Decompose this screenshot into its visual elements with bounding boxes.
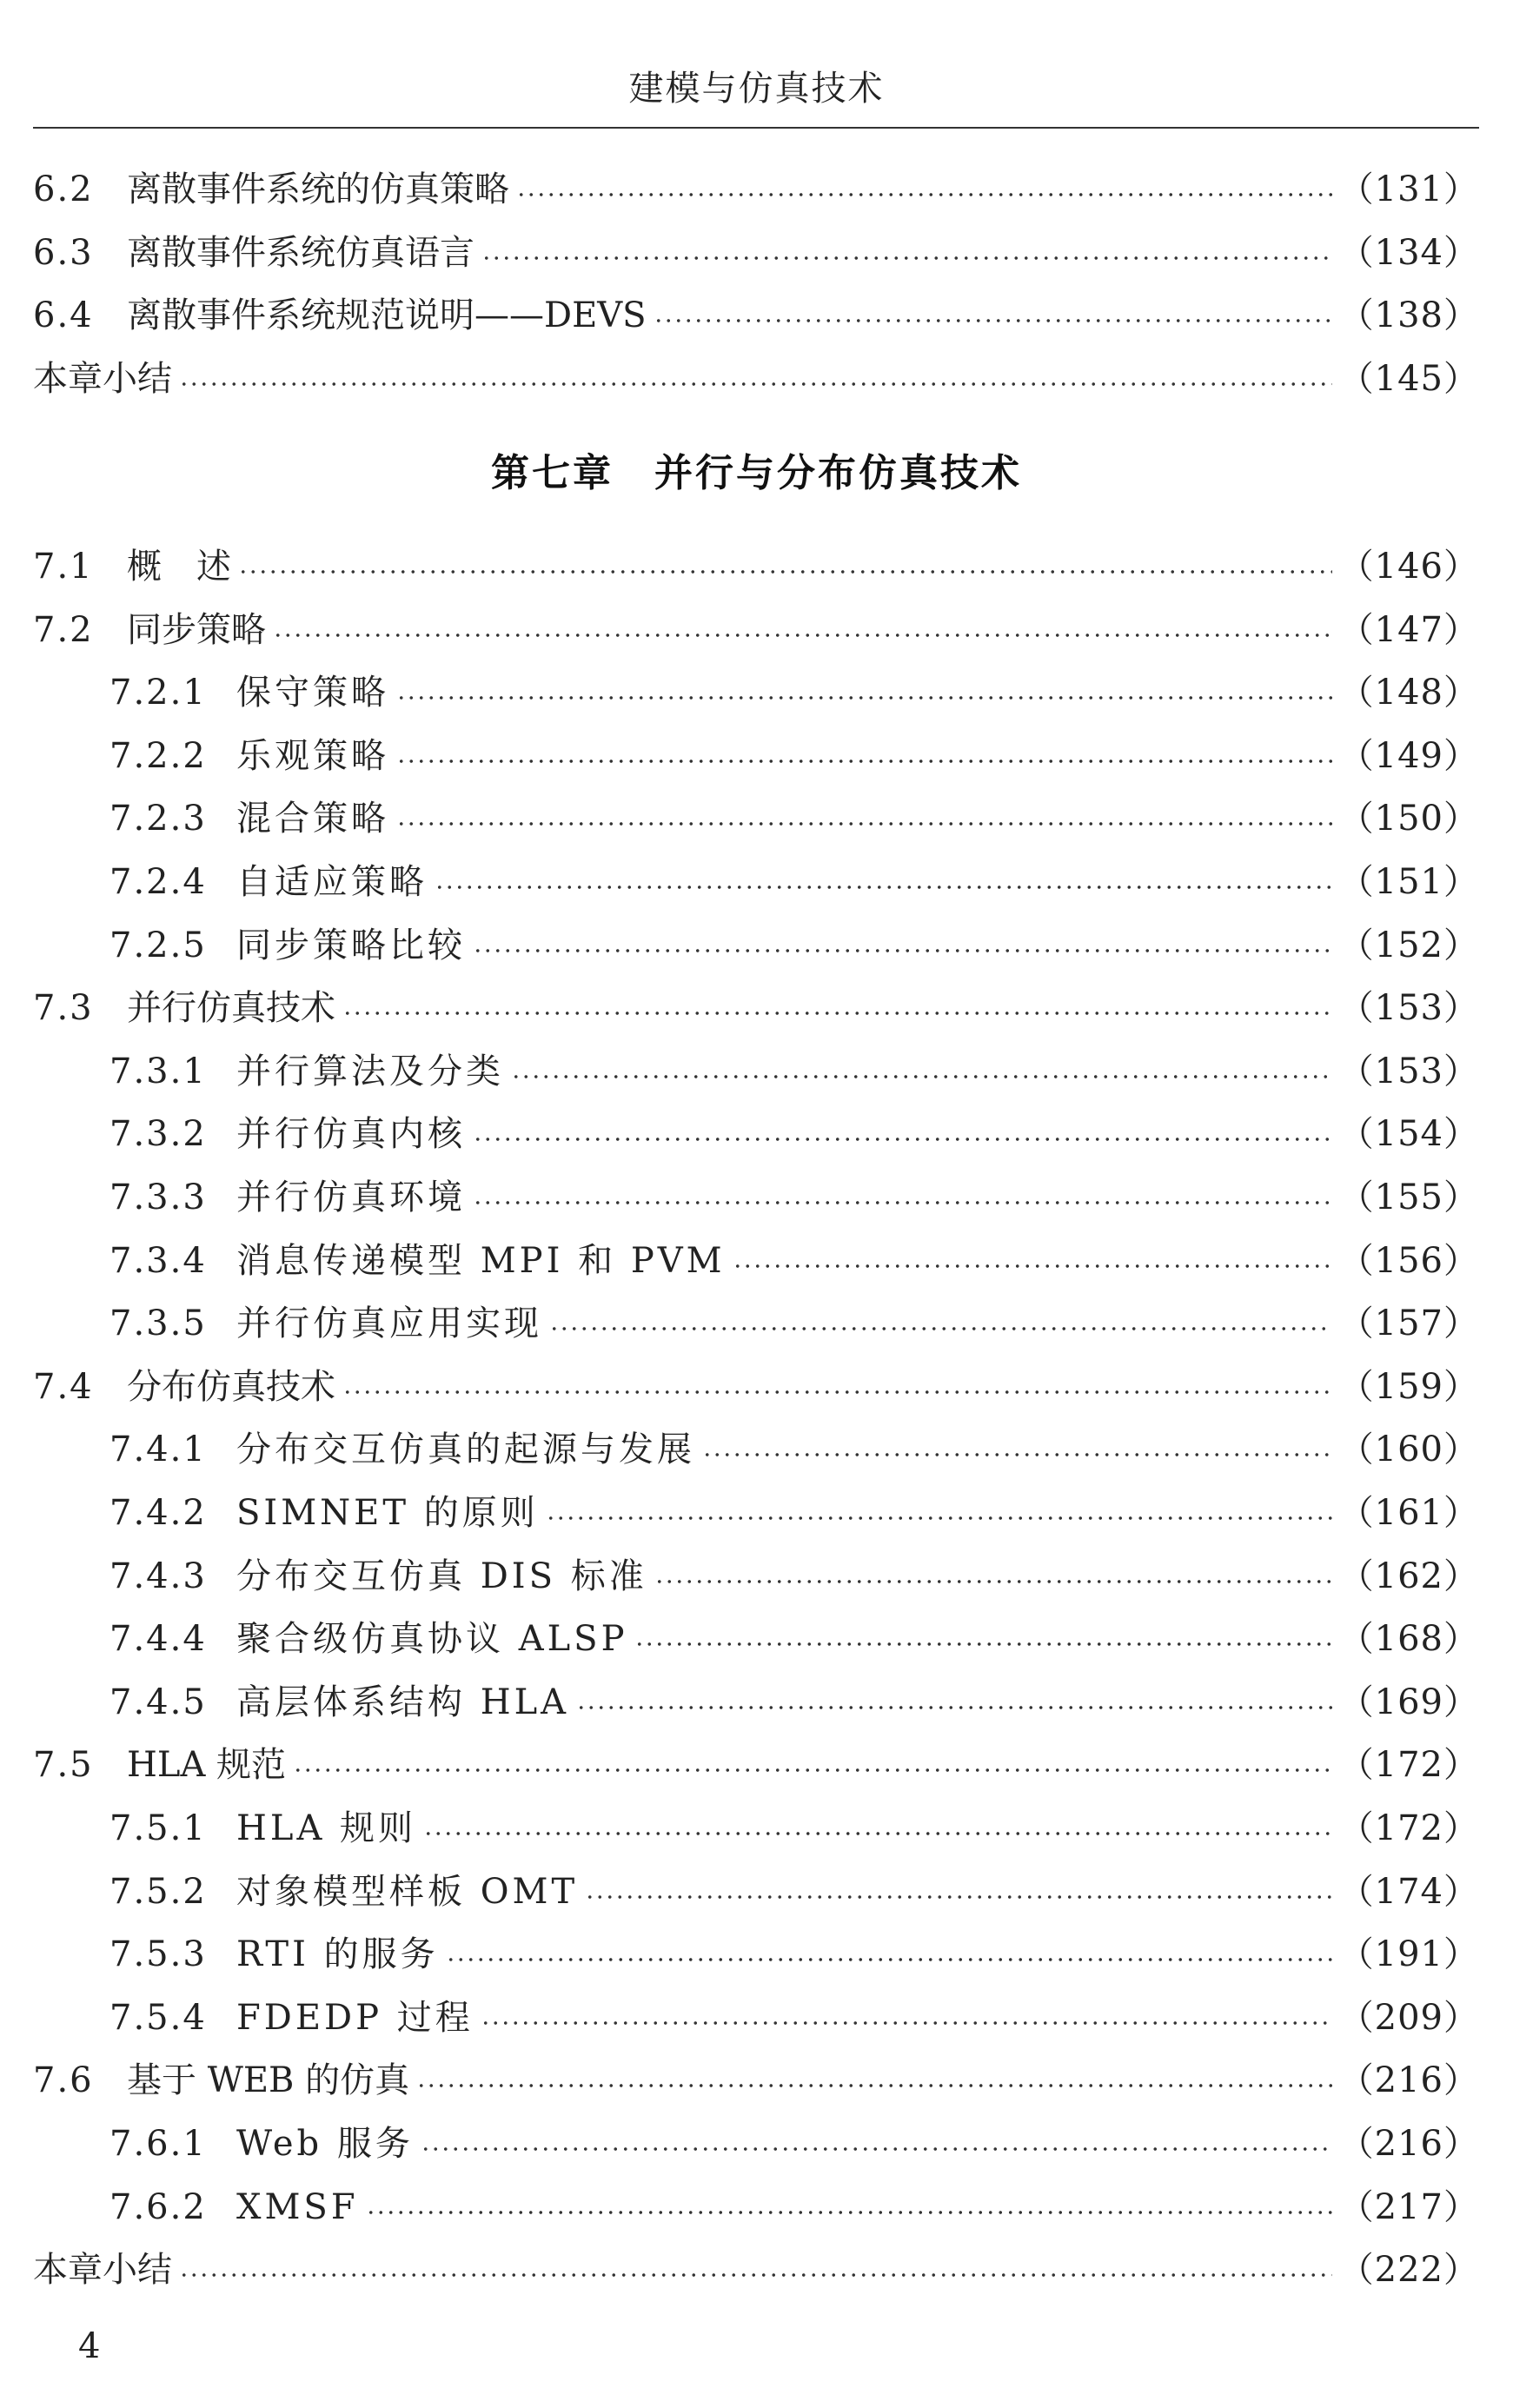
toc-entry-title: 乐观策略 xyxy=(236,735,389,776)
toc-entry-page: （145） xyxy=(1338,358,1479,399)
toc-entry-page: （146） xyxy=(1338,547,1479,587)
toc-entry-title: XMSF xyxy=(236,2186,359,2227)
toc-entry-number: 6.4 xyxy=(33,295,94,335)
toc-entry-page: （191） xyxy=(1338,1934,1479,1975)
dot-leader xyxy=(435,885,1332,890)
toc-entry-number: 7.6.1 xyxy=(109,2124,207,2164)
toc-entry-number: 7.5.3 xyxy=(109,1934,207,1975)
dot-leader xyxy=(481,2020,1332,2026)
toc-entry xyxy=(33,2181,1479,2233)
toc-entry-title: 并行仿真环境 xyxy=(236,1177,466,1217)
toc-entry-page: （174） xyxy=(1338,1871,1479,1912)
dot-leader xyxy=(366,2210,1332,2215)
toc-entry xyxy=(33,982,1479,1034)
toc-entry xyxy=(33,2244,1479,2296)
toc-entry-page: （159） xyxy=(1338,1366,1479,1407)
dot-leader xyxy=(546,1516,1332,1521)
toc-entry-number: 7.3.4 xyxy=(109,1240,207,1281)
toc-entry-title: RTI 的服务 xyxy=(236,1934,439,1975)
toc-entry-page: （131） xyxy=(1338,169,1479,209)
toc-entry xyxy=(33,227,1479,279)
toc-entry-page: （222） xyxy=(1338,2250,1479,2291)
header-rule xyxy=(33,127,1479,129)
toc-entry xyxy=(33,1739,1479,1791)
toc-entry xyxy=(33,1423,1479,1476)
toc-entry-page: （157） xyxy=(1338,1304,1479,1344)
dot-leader xyxy=(654,1579,1332,1584)
dot-leader xyxy=(585,1894,1331,1900)
dot-leader xyxy=(421,2146,1332,2152)
chapter-heading: 第七章 并行与分布仿真技术 xyxy=(491,451,1022,495)
toc-entry-page: （151） xyxy=(1338,862,1479,902)
toc-entry-page: （168） xyxy=(1338,1619,1479,1660)
dot-leader xyxy=(702,1452,1332,1457)
toc-entry-title: 混合策略 xyxy=(236,799,389,839)
toc-entry-page: （156） xyxy=(1338,1240,1479,1281)
toc-entry-number: 7.3.1 xyxy=(109,1051,207,1091)
toc-entry-number: 6.2 xyxy=(33,169,94,209)
toc-entry-number: 7.3.5 xyxy=(109,1304,207,1344)
toc-entry xyxy=(33,1802,1479,1854)
toc-entry-number: 7.2.3 xyxy=(109,799,207,839)
toc-entry-title: 保守策略 xyxy=(236,673,389,713)
toc-entry-page: （149） xyxy=(1338,735,1479,776)
toc-entry xyxy=(33,289,1479,342)
toc-entry xyxy=(33,1235,1479,1287)
toc-entry-page: （162） xyxy=(1338,1556,1479,1596)
toc-entry-title: 同步策略比较 xyxy=(236,925,466,965)
toc-entry-number: 7.6.2 xyxy=(109,2186,207,2227)
toc-entry-page: （153） xyxy=(1338,988,1479,1029)
dot-leader xyxy=(396,821,1332,826)
toc-entry xyxy=(33,1550,1479,1602)
toc-entry-title: 消息传递模型 MPI 和 PVM xyxy=(236,1240,726,1281)
toc-entry-page: （161） xyxy=(1338,1493,1479,1533)
dot-leader xyxy=(576,1705,1332,1710)
toc-entry-title: 分布交互仿真的起源与发展 xyxy=(236,1430,695,1470)
toc-entry-number: 7.3.2 xyxy=(109,1114,207,1155)
toc-entry-number: 7.4.1 xyxy=(109,1430,207,1470)
toc-entry-number: 7.3 xyxy=(33,988,94,1029)
toc-entry xyxy=(33,667,1479,719)
dot-leader xyxy=(634,1642,1331,1647)
toc-entry-title: 本章小结 xyxy=(33,2250,172,2291)
dot-leader xyxy=(416,2083,1332,2088)
toc-entry xyxy=(33,1171,1479,1224)
toc-entry-page: （150） xyxy=(1338,799,1479,839)
toc-entry-number: 7.5.1 xyxy=(109,1808,207,1848)
dot-leader xyxy=(396,759,1332,764)
running-header: 建模与仿真技术 xyxy=(628,69,885,109)
dot-leader xyxy=(654,318,1332,323)
toc-entry xyxy=(33,1108,1479,1160)
toc-entry-title: Web 服务 xyxy=(236,2124,414,2164)
toc-entry xyxy=(33,353,1479,405)
toc-entry-number: 7.2.1 xyxy=(109,673,207,713)
toc-entry-title: 本章小结 xyxy=(33,358,172,399)
toc-entry xyxy=(33,1676,1479,1728)
toc-entry-number: 7.5.4 xyxy=(109,1997,207,2038)
dot-leader xyxy=(342,1390,1332,1395)
toc-entry xyxy=(33,604,1479,656)
toc-entry-title: FDEDP 过程 xyxy=(236,1997,474,2038)
toc-entry-page: （147） xyxy=(1338,609,1479,650)
toc-entry xyxy=(33,1928,1479,1980)
toc-entry-number: 7.5 xyxy=(33,1745,94,1786)
toc-entry xyxy=(33,919,1479,972)
toc-entry-page: （134） xyxy=(1338,232,1479,273)
toc-entry-page: （172） xyxy=(1338,1745,1479,1786)
dot-leader xyxy=(179,381,1332,387)
toc-entry-title: 基于 WEB 的仿真 xyxy=(127,2060,410,2101)
dot-leader xyxy=(423,1831,1332,1836)
toc-entry-title: 概 述 xyxy=(127,547,231,587)
dot-leader xyxy=(473,1137,1332,1142)
toc-entry-title: 并行算法及分类 xyxy=(236,1051,504,1091)
toc-entry-page: （160） xyxy=(1338,1430,1479,1470)
toc-entry xyxy=(33,1045,1479,1098)
toc-entry xyxy=(33,856,1479,908)
toc-entry-number: 7.4 xyxy=(33,1366,94,1407)
dot-leader xyxy=(293,1768,1332,1773)
toc-entry-title: 对象模型样板 OMT xyxy=(236,1871,579,1912)
toc-entry-number: 7.3.3 xyxy=(109,1177,207,1217)
toc-entry-number: 7.2.5 xyxy=(109,925,207,965)
toc-entry-page: （148） xyxy=(1338,673,1479,713)
toc-entry-page: （152） xyxy=(1338,925,1479,965)
dot-leader xyxy=(511,1074,1332,1079)
toc-entry-number: 7.4.5 xyxy=(109,1682,207,1722)
dot-leader xyxy=(481,255,1332,261)
dot-leader xyxy=(273,633,1332,638)
toc-entry-page: （153） xyxy=(1338,1051,1479,1091)
toc-entry xyxy=(33,793,1479,845)
toc-entry-title: 离散事件系统仿真语言 xyxy=(127,232,474,273)
toc-entry-page: （172） xyxy=(1338,1808,1479,1848)
toc-entry xyxy=(33,541,1479,593)
toc-entry xyxy=(33,1487,1479,1539)
toc-entry xyxy=(33,2054,1479,2106)
toc-entry-title: 并行仿真应用实现 xyxy=(236,1304,542,1344)
toc-entry xyxy=(33,163,1479,216)
dot-leader xyxy=(396,695,1332,700)
toc-entry xyxy=(33,1613,1479,1665)
toc-entry-title: 自适应策略 xyxy=(236,862,428,902)
toc-entry-page: （155） xyxy=(1338,1177,1479,1217)
toc-entry xyxy=(33,1992,1479,2044)
toc-entry-title: 分布交互仿真 DIS 标准 xyxy=(236,1556,647,1596)
toc-entry-page: （217） xyxy=(1338,2186,1479,2227)
dot-leader xyxy=(473,948,1332,953)
toc-entry-number: 7.4.4 xyxy=(109,1619,207,1660)
dot-leader xyxy=(733,1264,1332,1269)
toc-entry-title: HLA 规则 xyxy=(236,1808,417,1848)
toc-entry xyxy=(33,1297,1479,1350)
toc-entry-number: 7.6 xyxy=(33,2060,94,2101)
toc-entry-number: 7.4.2 xyxy=(109,1493,207,1533)
toc-entry-number: 7.4.3 xyxy=(109,1556,207,1596)
dot-leader xyxy=(549,1326,1332,1331)
toc-entry-number: 7.5.2 xyxy=(109,1871,207,1912)
toc-entry-title: 离散事件系统规范说明——DEVS xyxy=(127,295,647,335)
toc-entry-title: 分布仿真技术 xyxy=(127,1366,335,1407)
dot-leader xyxy=(179,2272,1332,2278)
toc-entry-page: （216） xyxy=(1338,2124,1479,2164)
toc-entry-page: （169） xyxy=(1338,1682,1479,1722)
toc-entry-number: 7.2 xyxy=(33,609,94,650)
dot-leader xyxy=(238,569,1332,574)
toc-entry-page: （138） xyxy=(1338,295,1479,335)
toc-entry-title: 并行仿真技术 xyxy=(127,988,335,1029)
toc-entry-title: 同步策略 xyxy=(127,609,266,650)
dot-leader xyxy=(342,1011,1332,1016)
toc-entry xyxy=(33,1866,1479,1918)
toc-entry-title: 聚合级仿真协议 ALSP xyxy=(236,1619,628,1660)
toc-entry-title: 高层体系结构 HLA xyxy=(236,1682,570,1722)
toc-entry-title: SIMNET 的原则 xyxy=(236,1493,539,1533)
toc-entry-number: 7.1 xyxy=(33,547,94,587)
toc-entry-title: 离散事件系统的仿真策略 xyxy=(127,169,509,209)
toc-entry-title: 并行仿真内核 xyxy=(236,1114,466,1155)
toc-entry-number: 7.2.4 xyxy=(109,862,207,902)
dot-leader xyxy=(473,1200,1332,1205)
toc-entry-page: （154） xyxy=(1338,1114,1479,1155)
toc-entry-title: HLA 规范 xyxy=(127,1745,287,1786)
toc-entry-number: 6.3 xyxy=(33,232,94,273)
dot-leader xyxy=(446,1957,1332,1962)
page-number: 4 xyxy=(78,2326,101,2366)
dot-leader xyxy=(516,192,1332,197)
toc-entry-number: 7.2.2 xyxy=(109,735,207,776)
toc-entry xyxy=(33,2118,1479,2170)
toc-entry xyxy=(33,730,1479,782)
toc-entry xyxy=(33,1361,1479,1413)
toc-entry-page: （209） xyxy=(1338,1997,1479,2038)
toc-entry-page: （216） xyxy=(1338,2060,1479,2101)
